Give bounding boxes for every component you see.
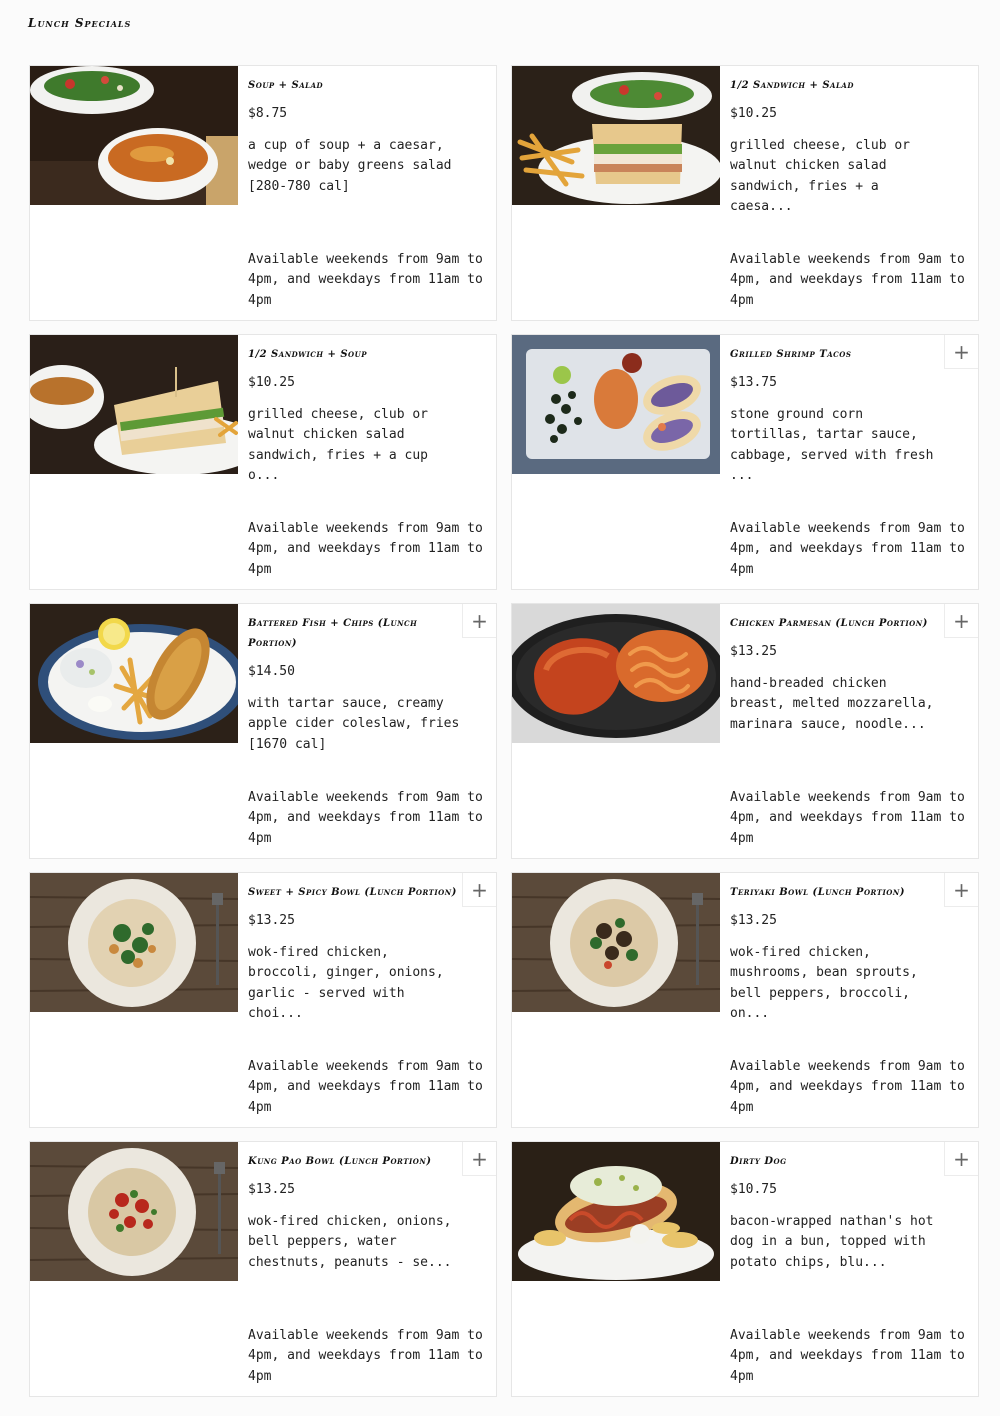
menu-item-description: hand-breaded chicken breast, melted mozzarella, marinara sauce, noodle... bbox=[730, 676, 934, 732]
menu-item-description: wok-fired chicken, mushrooms, bean sprouts, bell peppers, broccoli, on... bbox=[730, 945, 918, 1022]
menu-item-card[interactable] bbox=[29, 603, 497, 859]
menu-item-name: Grilled Shrimp Tacos bbox=[730, 349, 852, 360]
menu-item-name: Dirty Dog bbox=[730, 1156, 787, 1167]
menu-item-description: wok-fired chicken, broccoli, ginger, onions, garlic - served with choi... bbox=[248, 945, 444, 1022]
menu-item-card[interactable] bbox=[511, 1141, 979, 1397]
menu-item-price: $13.25 bbox=[248, 913, 295, 928]
menu-item-card[interactable] bbox=[511, 334, 979, 590]
menu-item-price: $13.25 bbox=[730, 913, 777, 928]
plus-icon: + bbox=[953, 608, 970, 633]
plus-icon: + bbox=[953, 877, 970, 902]
soup-salad-photo bbox=[30, 66, 238, 205]
menu-item-card[interactable] bbox=[29, 334, 497, 590]
sandwich-soup-photo bbox=[30, 335, 238, 474]
menu-item-availability: Available weekends from 9am to 4pm, and weekdays from 11am to 4pm bbox=[248, 252, 483, 308]
menu-item-price: $10.75 bbox=[730, 1182, 777, 1197]
plus-icon: + bbox=[471, 1146, 488, 1171]
menu-item-card[interactable] bbox=[511, 872, 979, 1128]
add-item-button[interactable] bbox=[944, 873, 978, 907]
kung-pao-bowl-photo bbox=[30, 1142, 238, 1281]
menu-item-name: Teriyaki Bowl (Lunch Portion) bbox=[730, 887, 905, 898]
menu-item-name: 1/2 Sandwich + Salad bbox=[730, 80, 854, 91]
menu-item-name: Battered Fish + Chips (Lunch Portion) bbox=[248, 618, 418, 649]
add-item-button[interactable] bbox=[944, 1142, 978, 1176]
menu-item-name: Chicken Parmesan (Lunch Portion) bbox=[730, 618, 928, 629]
fish-chips-photo bbox=[30, 604, 238, 743]
menu-item-description: wok-fired chicken, onions, bell peppers, water chestnuts, peanuts - se... bbox=[248, 1214, 452, 1270]
menu-item-name: Sweet + Spicy Bowl (Lunch Portion) bbox=[248, 887, 457, 898]
menu-item-availability: Available weekends from 9am to 4pm, and weekdays from 11am to 4pm bbox=[730, 790, 965, 846]
add-item-button[interactable] bbox=[944, 335, 978, 369]
menu-item-price: $13.75 bbox=[730, 375, 777, 390]
menu-item-availability: Available weekends from 9am to 4pm, and weekdays from 11am to 4pm bbox=[248, 1059, 483, 1115]
menu-item-description: stone ground corn tortillas, tartar sauce, cabbage, served with fresh ... bbox=[730, 407, 934, 484]
teriyaki-bowl-photo bbox=[512, 873, 720, 1012]
menu-item-availability: Available weekends from 9am to 4pm, and weekdays from 11am to 4pm bbox=[248, 1328, 483, 1384]
plus-icon: + bbox=[471, 608, 488, 633]
menu-item-card[interactable] bbox=[511, 65, 979, 321]
menu-item-description: bacon-wrapped nathan's hot dog in a bun, topped with potato chips, blu... bbox=[730, 1214, 934, 1270]
page-title: Lunch Specials bbox=[28, 16, 132, 30]
menu-item-availability: Available weekends from 9am to 4pm, and weekdays from 11am to 4pm bbox=[730, 1328, 965, 1384]
sweet-spicy-bowl-photo bbox=[30, 873, 238, 1012]
menu-item-price: $8.75 bbox=[248, 106, 288, 121]
sandwich-salad-photo bbox=[512, 66, 720, 205]
plus-icon: + bbox=[953, 1146, 970, 1171]
menu-item-description: a cup of soup + a caesar, wedge or baby greens salad [280-780 cal] bbox=[248, 138, 452, 194]
menu-item-card[interactable] bbox=[29, 1141, 497, 1397]
menu-item-name: Kung Pao Bowl (Lunch Portion) bbox=[248, 1156, 432, 1167]
menu-item-availability: Available weekends from 9am to 4pm, and weekdays from 11am to 4pm bbox=[248, 521, 483, 577]
add-item-button[interactable] bbox=[462, 604, 496, 638]
menu-item-card[interactable] bbox=[511, 603, 979, 859]
menu-item-price: $13.25 bbox=[730, 644, 777, 659]
menu-item-card[interactable] bbox=[29, 65, 497, 321]
shrimp-tacos-photo bbox=[512, 335, 720, 474]
menu-grid bbox=[29, 65, 979, 1397]
chicken-parmesan-photo bbox=[512, 604, 720, 743]
menu-item-availability: Available weekends from 9am to 4pm, and weekdays from 11am to 4pm bbox=[730, 252, 965, 308]
menu-item-description: with tartar sauce, creamy apple cider coleslaw, fries [1670 cal] bbox=[248, 696, 460, 752]
menu-item-card[interactable] bbox=[29, 872, 497, 1128]
menu-item-price: $10.25 bbox=[730, 106, 777, 121]
add-item-button[interactable] bbox=[944, 604, 978, 638]
menu-item-price: $13.25 bbox=[248, 1182, 295, 1197]
menu-item-name: 1/2 Sandwich + Soup bbox=[248, 349, 368, 360]
menu-item-availability: Available weekends from 9am to 4pm, and weekdays from 11am to 4pm bbox=[248, 790, 483, 846]
add-item-button[interactable] bbox=[462, 1142, 496, 1176]
menu-item-availability: Available weekends from 9am to 4pm, and weekdays from 11am to 4pm bbox=[730, 521, 965, 577]
menu-item-description: grilled cheese, club or walnut chicken salad sandwich, fries + a caesa... bbox=[730, 138, 911, 215]
menu-item-price: $10.25 bbox=[248, 375, 295, 390]
add-item-button[interactable] bbox=[462, 873, 496, 907]
menu-item-description: grilled cheese, club or walnut chicken salad sandwich, fries + a cup o... bbox=[248, 407, 429, 484]
menu-item-name: Soup + Salad bbox=[248, 80, 324, 91]
dirty-dog-photo bbox=[512, 1142, 720, 1281]
menu-item-availability: Available weekends from 9am to 4pm, and weekdays from 11am to 4pm bbox=[730, 1059, 965, 1115]
plus-icon: + bbox=[471, 877, 488, 902]
plus-icon: + bbox=[953, 339, 970, 364]
menu-item-price: $14.50 bbox=[248, 664, 295, 679]
